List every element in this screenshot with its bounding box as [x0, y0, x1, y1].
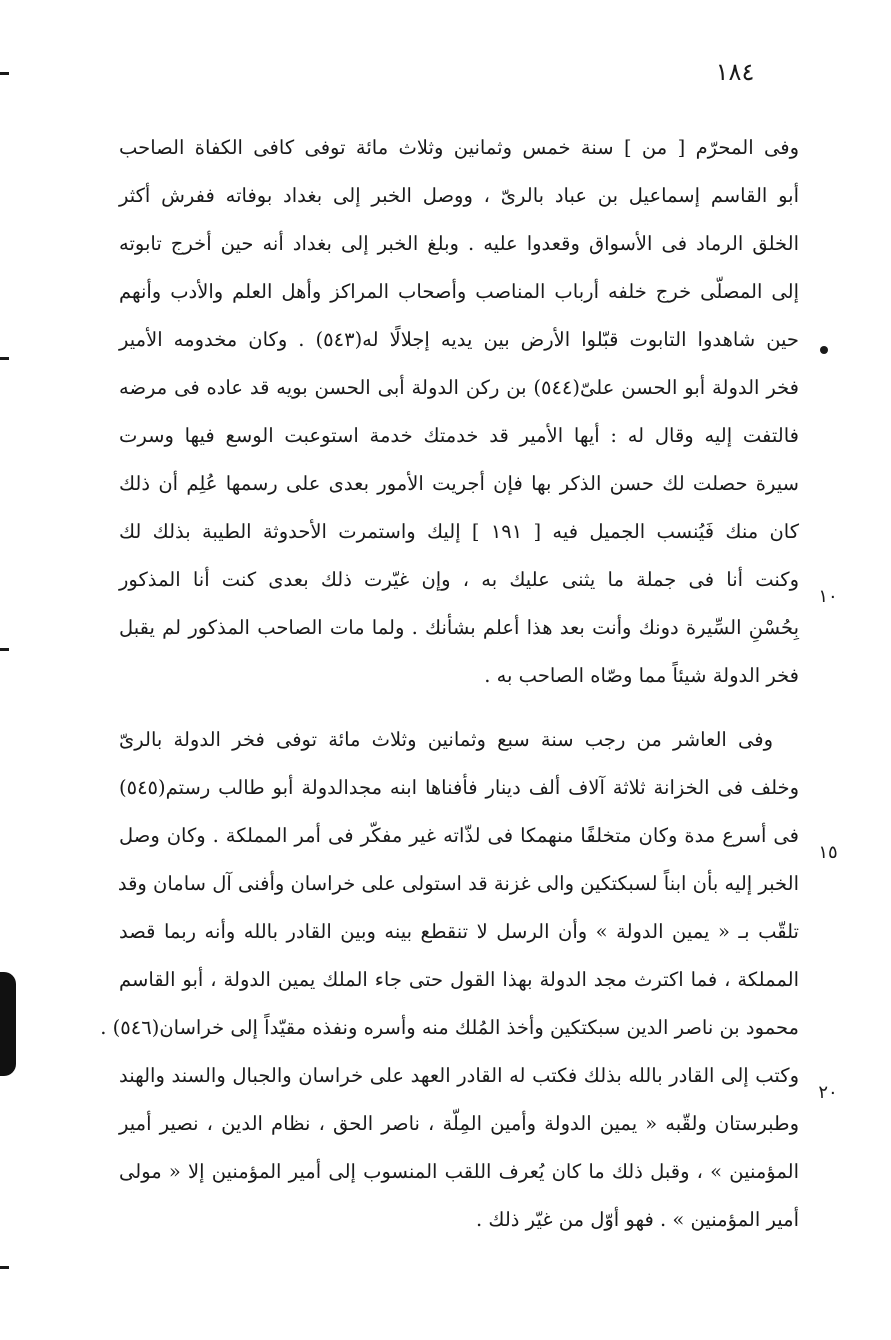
- text-line-5: حين شاهدوا التابوت قبّلوا الأرض بين يديه إجلالًا له(٥٤٣) . وكان مخدومه الأمير: [119, 328, 799, 351]
- scan-edge-mark: [0, 72, 9, 75]
- text-line-13: وفى العاشر من رجب سنة سبع وثمانين وثلاث مائة توفى فخر الدولة بالرىّ: [119, 728, 773, 751]
- margin-line-number-20: ٢٠: [818, 1082, 838, 1103]
- text-line-12: فخر الدولة شيئاً مما وصّاه الصاحب به .: [484, 664, 799, 687]
- margin-line-number-15: ١٥: [818, 842, 838, 863]
- margin-bullet: [820, 346, 828, 354]
- text-line-22: المؤمنين » ، وقبل ذلك ما كان يُعرف اللقب المنسوب إلى أمير المؤمنين إلا « مولى: [119, 1160, 799, 1183]
- text-line-11: بِحُسْنِ السِّيرة دونك وأنت بعد هذا أعلم بشأنك . ولما مات الصاحب المذكور لم يقبل: [119, 616, 799, 639]
- text-line-15: فى أسرع مدة وكان متخلفًا منهمكا فى لذّاته غير مفكّر فى أمر المملكة . وكان وصل: [119, 824, 799, 847]
- text-line-14: وخلف فى الخزانة ثلاثة آلاف ألف دينار فأفناها ابنه مجدالدولة أبو طالب رستم(٥٤٥): [119, 776, 799, 799]
- text-line-1: وفى المحرّم [ من ] سنة خمس وثمانين وثلاث مائة توفى كافى الكفاة الصاحب: [119, 136, 799, 159]
- margin-line-number-10: ١٠: [818, 586, 838, 607]
- text-line-8: سيرة حصلت لك حسن الذكر بها فإن أجريت الأمور بعدى على رسمها عُلِم أن ذلك: [119, 472, 799, 495]
- text-line-2: أبو القاسم إسماعيل بن عباد بالرىّ ، ووصل الخبر إلى بغداد بوفاته ففرش أكثر: [119, 184, 799, 207]
- binding-shadow: [0, 972, 16, 1076]
- text-line-6: فخر الدولة أبو الحسن علىّ(٥٤٤) بن ركن الدولة أبى الحسن بويه قد عاده فى مرضه: [119, 376, 799, 399]
- page-number: ١٨٤: [715, 58, 755, 86]
- text-line-20: وكتب إلى القادر بالله بذلك فكتب له القادر العهد على خراسان والجبال والسند والهند: [119, 1064, 799, 1087]
- text-line-10: وكنت أنا فى جملة ما يثنى عليك به ، وإن غيّرت ذلك بعدى كنت أنا المذكور: [119, 568, 799, 591]
- text-line-23: أمير المؤمنين » . فهو أوّل من غيّر ذلك .: [476, 1208, 799, 1231]
- text-line-7: فالتفت إليه وقال له : أيها الأمير قد خدمتك خدمة استوعبت الوسع فيها وسرت: [119, 424, 799, 447]
- text-line-3: الخلق الرماد فى الأسواق وقعدوا عليه . وبلغ الخبر إلى بغداد أنه حين أخرج تابوته: [119, 232, 799, 255]
- text-line-9: كان منك فَيُنسب الجميل فيه [ ١٩١ ] إليك واستمرت الأحدوثة الطيبة بذلك لك: [119, 520, 799, 543]
- text-line-4: إلى المصلّى خرج خلفه أرباب المناصب وأصحاب المراكز وأهل العلم والأدب وأنهم: [119, 280, 799, 303]
- text-line-16: الخبر إليه بأن ابناً لسبكتكين والى غزنة قد استولى على خراسان وأفنى آل سامان وقد: [117, 872, 799, 895]
- scan-edge-mark: [0, 357, 9, 360]
- text-line-21: وطبرستان ولقّبه « يمين الدولة وأمين المِلّة ، ناصر الحق ، نظام الدين ، نصير أمير: [119, 1112, 799, 1135]
- scan-edge-mark: [0, 648, 9, 651]
- text-line-17: تلقّب بـ « يمين الدولة » وأن الرسل لا تنقطع بينه وبين القادر بالله وأنه ربما قصد: [119, 920, 799, 943]
- text-line-18: المملكة ، فما اكترث مجد الدولة بهذا القول حتى جاء الملك يمين الدولة ، أبو القاسم: [119, 968, 799, 991]
- text-line-19: محمود بن ناصر الدين سبكتكين وأخذ المُلك منه وأسره ونفذه مقيّداً إلى خراسان(٥٤٦) .: [100, 1016, 799, 1039]
- scan-edge-mark: [0, 1266, 9, 1269]
